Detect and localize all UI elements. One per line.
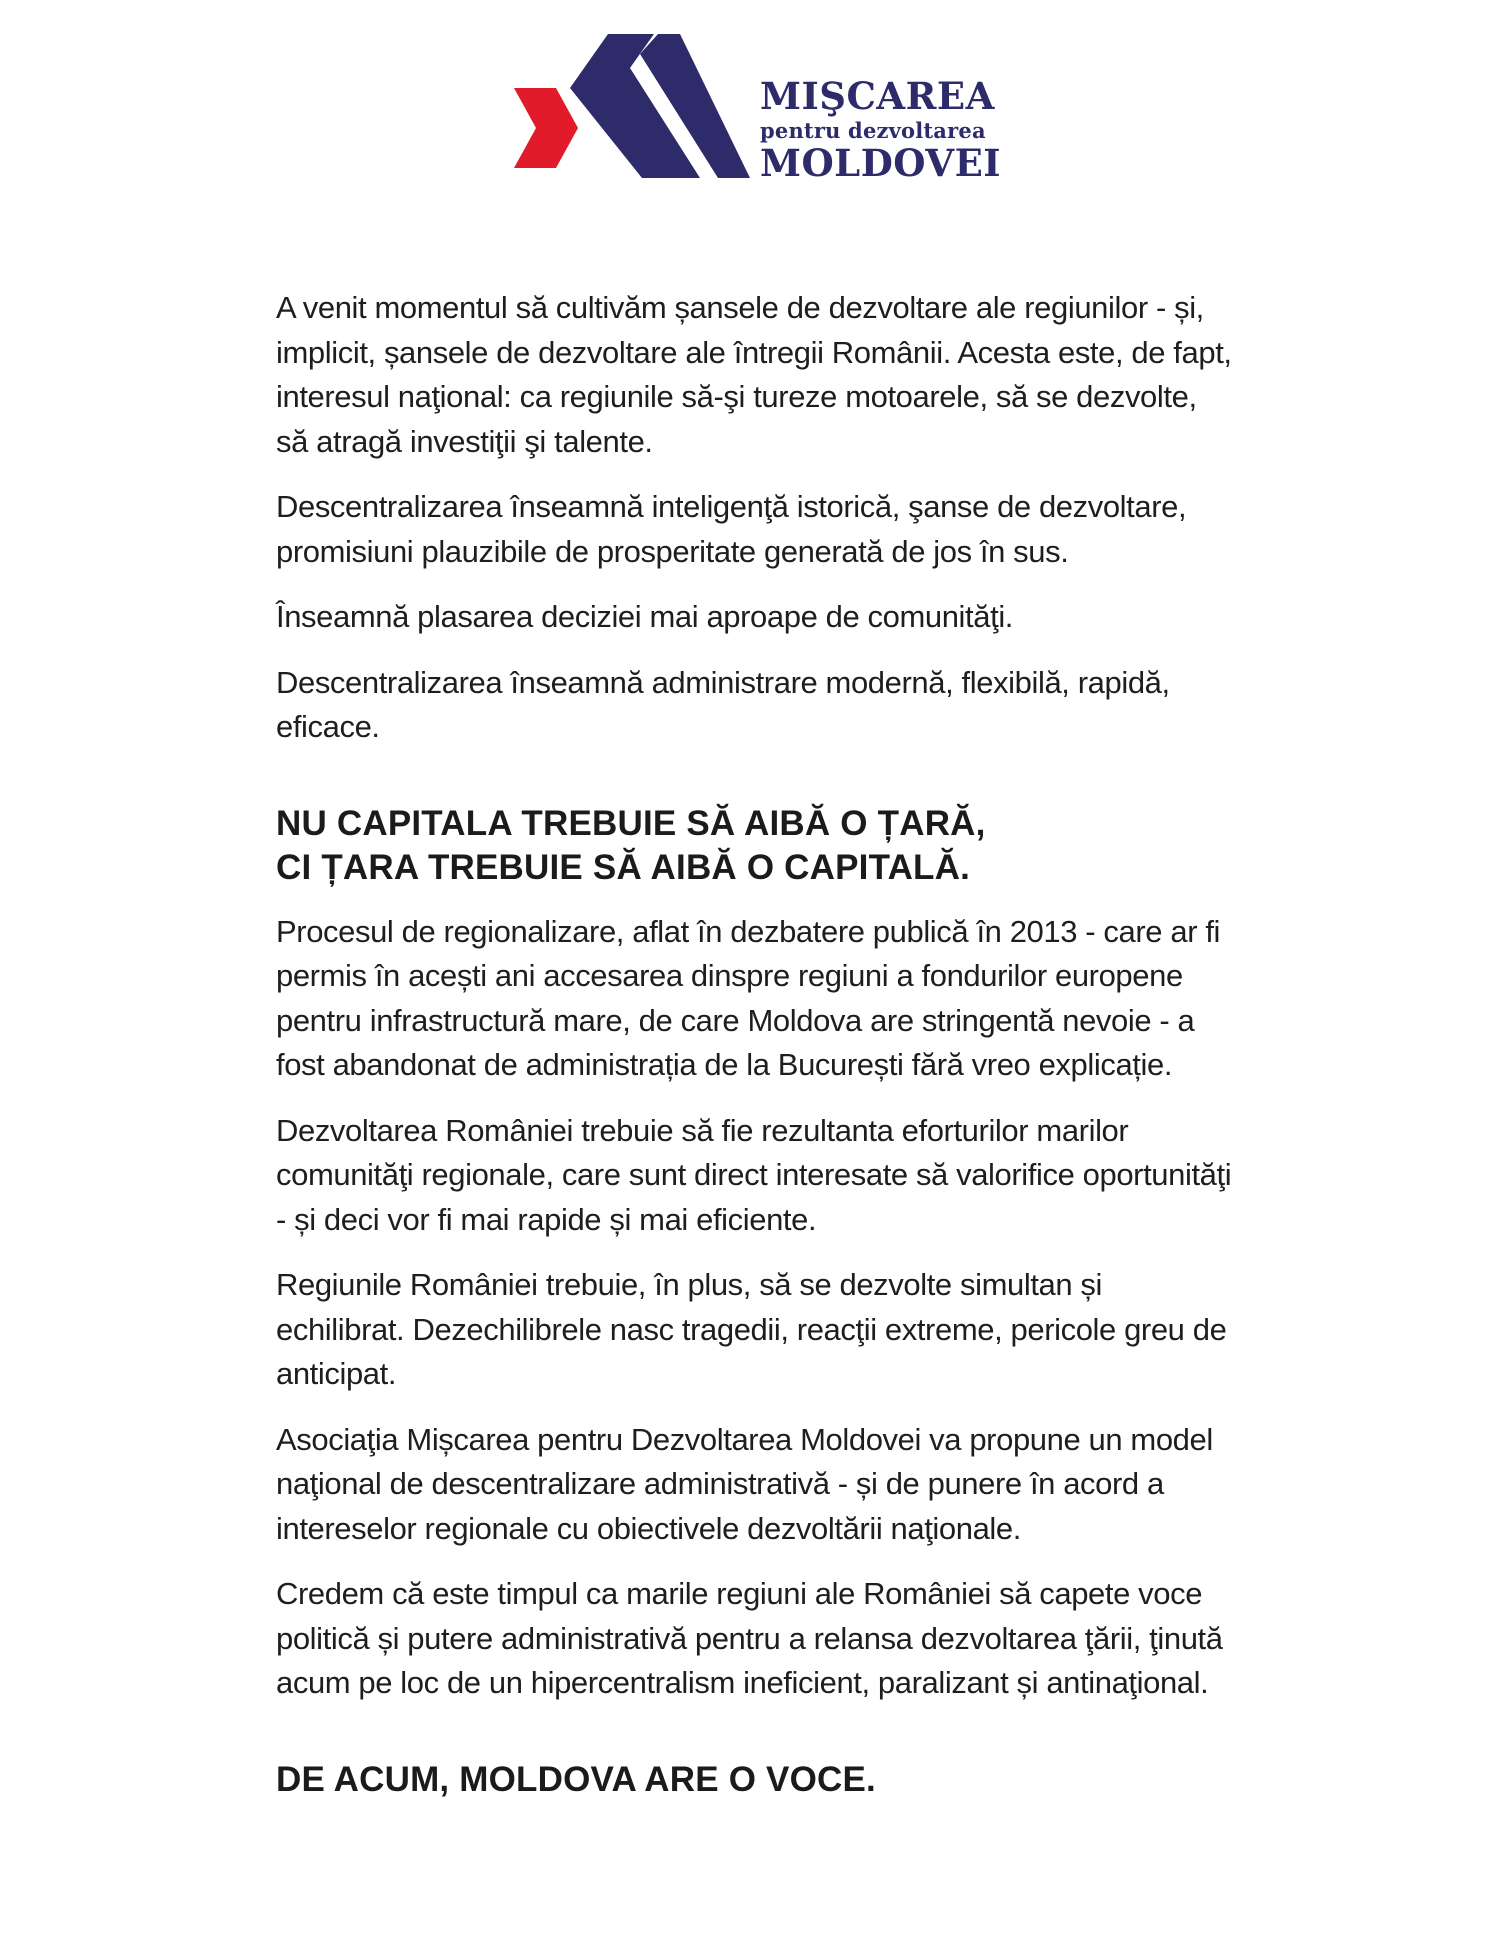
heading-line-2: CI ȚARA TREBUIE SĂ AIBĂ O CAPITALĂ. <box>276 847 971 887</box>
logo-red-chevron <box>514 88 578 168</box>
paragraph-3: Înseamnă plasarea deciziei mai aproape de comunităţi. <box>276 599 1014 634</box>
paragraph-7: Regiunile României trebuie, în plus, să se dezvolte simultan și echilibrat. Dezechilibrele nasc tragedii, reacţii extreme, pericole greu de anticipat. <box>276 1267 1227 1391</box>
closing-heading: DE ACUM, MOLDOVA ARE O VOCE. <box>276 1759 876 1799</box>
heading-line-1: NU CAPITALA TREBUIE SĂ AIBĂ O ȚARĂ, <box>276 803 986 843</box>
paragraph-6: Dezvoltarea României trebuie să fie rezultanta eforturilor marilor comunităţi regionale, care sunt direct interesate să valorifice oportunităţi - și deci vor fi mai rapide și mai eficiente. <box>276 1112 1232 1237</box>
logo-line-1: MIŞCAREA <box>760 74 995 118</box>
paragraph-4: Descentralizarea înseamnă administrare modernă, flexibilă, rapidă, eficace. <box>276 664 1170 744</box>
logo-mark-icon <box>514 34 754 184</box>
logo-line-2: pentru dezvoltarea <box>760 118 986 143</box>
paragraph-9: Credem că este timpul ca marile regiuni ale României să capete voce politică și putere administrativă pentru a relansa dezvoltarea ţării, ţinută acum pe loc de un hipercentralism ineficient, paralizant și antinaţional. <box>276 1576 1223 1700</box>
logo-line-3: MOLDOVEI <box>760 141 1002 185</box>
paragraph-5: Procesul de regionalizare, aflat în dezbatere publică în 2013 - care ar fi permis în acești ani accesarea dinspre regiuni a fondurilor europene pentru infrastructură mare, de care Moldova are stringentă nevoie - a fost abandonat de administrația de la București fără vreo explicație. <box>276 913 1221 1082</box>
paragraph-8: Asociaţia Mișcarea pentru Dezvoltarea Moldovei va propune un model naţional de descentralizare administrativă - și de punere în acord a intereselor regionale cu obiectivele dezvoltării naţionale. <box>276 1421 1213 1546</box>
logo-wordmark <box>760 74 1002 185</box>
section-heading-capital <box>276 802 1236 890</box>
paragraph-1: A venit momentul să cultivăm șansele de dezvoltare ale regiunilor - și, implicit, șansele de dezvoltare ale întregii Românii. Acesta este, de fapt, interesul naţional: ca regiunile să-şi tureze motoarele, să se dezvolte, să atragă investiţii şi talente. <box>276 290 1232 459</box>
document-body <box>276 286 1236 1822</box>
organization-logo <box>514 34 1014 184</box>
paragraph-2: Descentralizarea înseamnă inteligenţă istorică, şanse de dezvoltare, promisiuni plauzibile de prosperitate generată de jos în sus. <box>276 489 1187 569</box>
